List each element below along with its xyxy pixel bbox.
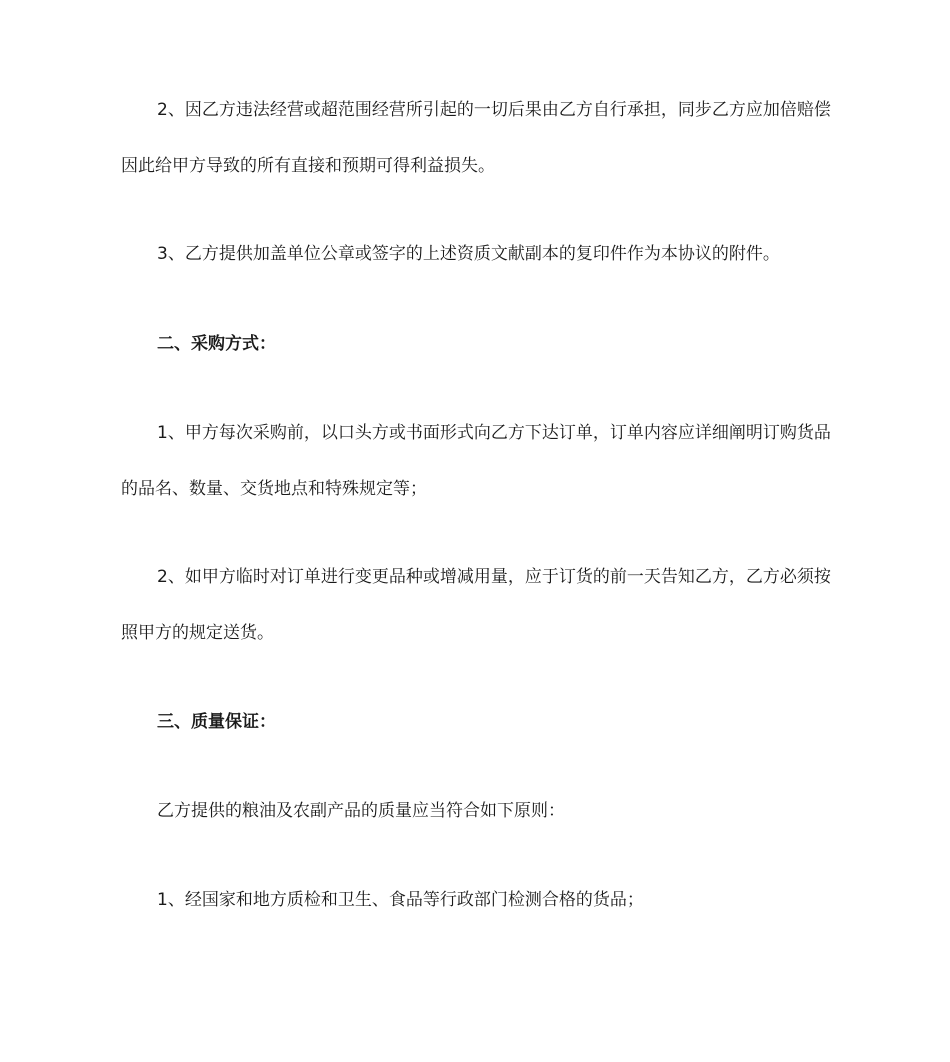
heading-quality-assurance: 三、质量保证：	[157, 712, 276, 732]
paragraph-quality-principles: 乙方提供的粮油及农副产品的质量应当符合如下原则：	[157, 801, 565, 821]
paragraph-order-method: 1、甲方每次采购前，以口头方或书面形式向乙方下达订单，订单内容应详细阐明订购货品的品名、数量、交货地点和特殊规定等；	[121, 423, 831, 499]
paragraph-violation-liability: 2、因乙方违法经营或超范围经营所引起的一切后果由乙方自行承担，同步乙方应加倍赔偿因此给甲方导致的所有直接和预期可得利益损失。	[121, 100, 831, 176]
paragraph-qualification-copies: 3、乙方提供加盖单位公章或签字的上述资质文献副本的复印件作为本协议的附件。	[157, 244, 780, 264]
heading-purchase-method: 二、采购方式：	[157, 334, 276, 354]
paragraph-order-change: 2、如甲方临时对订单进行变更品种或增减用量，应于订货的前一天告知乙方，乙方必须按照甲方的规定送货。	[121, 567, 831, 643]
paragraph-quality-item-1: 1、经国家和地方质检和卫生、食品等行政部门检测合格的货品；	[157, 890, 644, 910]
